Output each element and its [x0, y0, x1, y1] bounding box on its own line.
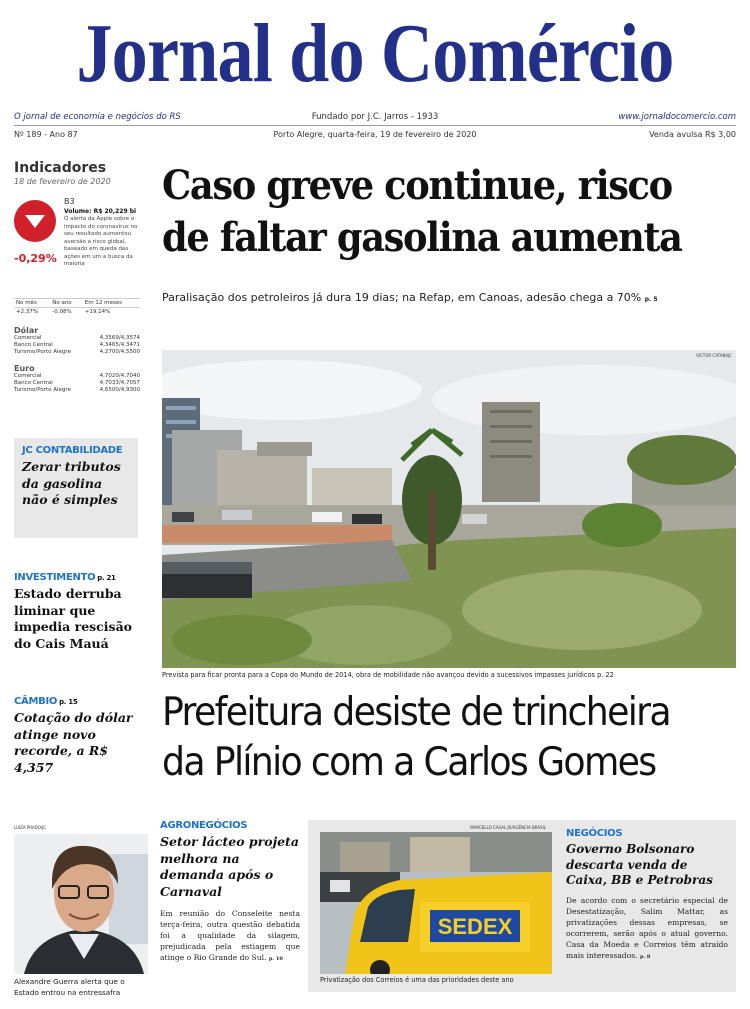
website-link[interactable]: www.jornaldocomercio.com [618, 112, 736, 122]
b3-change: -0,29% [14, 252, 57, 265]
kicker-agronegocios: AGRONEGÓCIOS [160, 820, 248, 831]
euro-title: Euro [14, 364, 35, 373]
headline-line: Prefeitura desiste de trincheira [162, 690, 670, 735]
down-arrow-icon [14, 200, 56, 242]
body-text: Em reunião do Conseleite nesta terça-feira, outra questão debatida foi a qualidade da silagem, prejudicada pela estiagem que atinge o Rio Grande do Sul. [160, 909, 300, 962]
indicators-date: 18 de fevereiro de 2020 [14, 177, 111, 186]
page-ref: p. 8 [639, 953, 651, 960]
kicker-investimento: INVESTIMENTO [14, 572, 96, 583]
tagline: O jornal de economia e negócios do RS [14, 112, 181, 122]
table-header: No ano [50, 299, 83, 308]
price: Venda avulsa R$ 3,00 [649, 130, 736, 139]
dateline: Porto Alegre, quarta-feira, 19 de fevereiro de 2020 [273, 130, 477, 139]
page-ref: p. 10 [268, 956, 283, 962]
list-item: Banco Central 4,3465/4,3471 [14, 342, 140, 348]
sedex-van-text: SEDEX [437, 914, 513, 939]
sedex-photo-box [308, 820, 558, 992]
list-item: Comercial 4,3569/4,3574 [14, 335, 140, 341]
kicker-cambio: CÂMBIO [14, 696, 58, 707]
caption-text: Prevista para ficar pronta para a Copa do Mundo de 2014, obra de mobilidade não avançou devido a sucessivos impasses jurídicos [162, 671, 595, 679]
headline-negocios: Governo Bolsonaro descarta venda de Caixa, BB e Petrobras [566, 842, 713, 887]
headline-agronegocios: Setor lácteo projeta melhora na demanda após o Carnaval [160, 834, 299, 899]
list-item: Turismo/Porto Alegre 4,2700/4,5500 [14, 349, 140, 355]
kicker-negocios: NEGÓCIOS [566, 828, 623, 839]
b3-volume: Volume: R$ 20,229 bi [64, 208, 137, 215]
article-negocios[interactable] [558, 820, 736, 992]
sidebar-item-cambio[interactable] [14, 696, 142, 776]
kicker-contabilidade: JC CONTABILIDADE [22, 445, 123, 456]
sidebar-item-investimento[interactable] [14, 572, 142, 652]
photo-credit: VICTOR CATANI/JC [696, 353, 732, 358]
dolar-block [14, 326, 140, 356]
article-body [566, 895, 728, 963]
subheadline [162, 291, 742, 304]
photo-credit: MARCELLO CASAL JR/AGÊNCIA BRASIL [470, 825, 546, 830]
indicators-title: Indicadores [14, 160, 107, 176]
masthead [0, 0, 750, 112]
table-cell: +19,14% [83, 308, 140, 317]
dolar-title: Dólar [14, 326, 39, 335]
headline-line: de faltar gasolina aumenta [162, 214, 682, 261]
person-portrait-illustration [14, 834, 148, 974]
table-cell: -0,08% [50, 308, 83, 317]
subhead-text: Paralisação dos petroleiros já dura 19 dias; na Refap, em Canoas, adesão chega a 70% [162, 291, 642, 304]
sedex-photo [320, 832, 552, 974]
headline-line: da Plínio com a Carlos Gomes [162, 740, 656, 785]
headline-contabilidade: Zerar tributos da gasolina não é simples [22, 459, 121, 507]
b3-table [14, 298, 140, 316]
edition-number: Nº 189 - Ano 87 [14, 130, 78, 139]
page-ref: p. 22 [597, 671, 614, 679]
page-ref: p. 5 [644, 296, 658, 303]
headline-cambio: Cotação do dólar atinge novo recorde, a R$ 4,357 [14, 710, 133, 775]
headline-line: Caso greve continue, risco [162, 162, 672, 209]
list-item: Turismo/Porto Alegre 4,6500/4,9300 [14, 387, 140, 393]
table-header: Em 12 meses [83, 299, 140, 308]
street-scene-illustration [162, 350, 736, 668]
page-ref: p. 21 [97, 574, 116, 582]
euro-block [14, 364, 140, 394]
newspaper-title: Jornal do Comércio [76, 7, 674, 100]
table-header: No mês [14, 299, 50, 308]
indicators-panel [14, 160, 140, 186]
article-body [160, 908, 300, 965]
list-item: Comercial 4,7020/4,7040 [14, 373, 140, 379]
founded-line: Fundado por J.C. Jarros - 1933 [311, 112, 439, 122]
sedex-van-illustration [320, 832, 552, 974]
photo-caption [162, 671, 736, 679]
second-headline[interactable] [162, 688, 701, 788]
main-photo [162, 350, 736, 668]
body-text: De acordo com o secretário especial de Desestatização, Salim Mattar, as privatizações dessas empresas, se ocorrerem, serão após o atual governo. Casa da Moeda e Correios têm atraído mais interessados. [566, 895, 728, 960]
photo-credit: LUIZA PRADO/JC [14, 825, 47, 830]
table-cell: +2,37% [14, 308, 50, 317]
b3-label: B3 [64, 197, 75, 206]
headline-investimento: Estado derruba liminar que impedia rescisão do Cais Mauá [14, 586, 133, 651]
sedex-caption: Privatização dos Correios é uma das prioridades deste ano [320, 976, 514, 984]
sidebar-item-contabilidade[interactable] [14, 438, 138, 538]
main-headline[interactable] [162, 160, 696, 264]
b3-note: O alerta da Apple sobre o impacto do coronavírus no seu resultado aumentou aversão a risco global, baseado em queda das ações em um a busca da maioria [64, 216, 138, 267]
person-caption: Alexandre Guerra alerta que o Estado entrou na entressafra [14, 977, 125, 997]
list-item: Banco Central 4,7033/4,7057 [14, 380, 140, 386]
person-photo [14, 834, 148, 974]
article-agronegocios[interactable] [160, 820, 300, 965]
masthead-divider [14, 125, 736, 126]
page-ref: p. 15 [59, 698, 78, 706]
